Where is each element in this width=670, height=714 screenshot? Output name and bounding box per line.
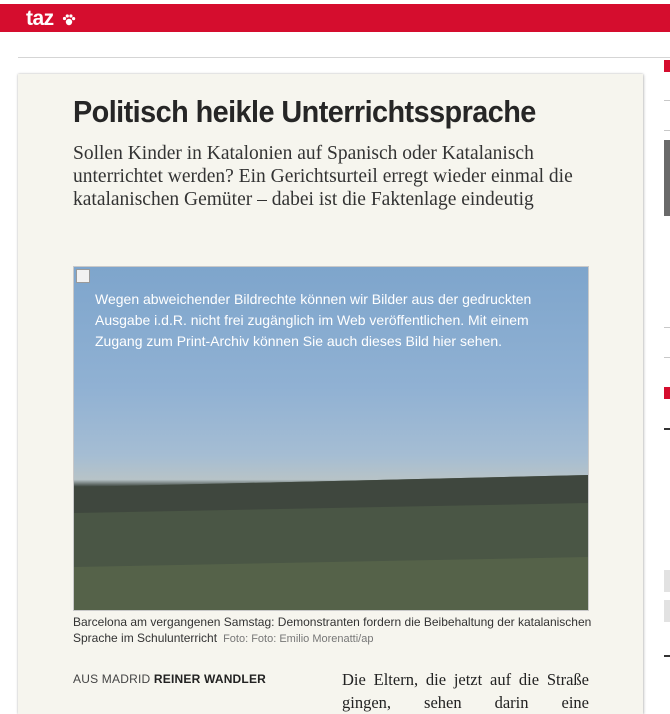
taz-logo[interactable]: taz bbox=[26, 7, 54, 30]
sidebar-accent bbox=[664, 60, 670, 72]
sidebar-divider bbox=[664, 357, 670, 358]
paw-icon[interactable] bbox=[62, 14, 76, 26]
article-teaser: Sollen Kinder in Katalonien auf Spanisch oder Katalanisch unterrichtet werden? Ein Gerichtsurteil erregt wieder einmal die katalanischen Gemüter – dabei ist die Faktenlage eindeutig bbox=[73, 143, 573, 210]
byline-author[interactable]: REINER WANDLER bbox=[153, 672, 267, 686]
broken-image-icon bbox=[76, 269, 90, 283]
image-rights-notice: Wegen abweichender Bildrechte können wir Bilder aus der gedruckten Ausgabe i.d.R. nicht frei zugänglich im Web veröffentlichen. Mit einem Zugang zum Print-Archiv können Sie auch dieses Bild hier sehen. bbox=[95, 291, 532, 349]
photo-credit: Foto: Foto: Emilio Morenatti/ap bbox=[223, 633, 374, 645]
image-caption bbox=[73, 614, 593, 647]
sidebar-mark bbox=[664, 655, 670, 657]
byline-location: AUS MADRID bbox=[73, 672, 151, 686]
article-image[interactable] bbox=[73, 266, 589, 611]
article-byline bbox=[73, 672, 266, 686]
top-bar bbox=[0, 4, 670, 32]
article-body: Die Eltern, die jetzt auf die Straße gingen, sehen darin eine bbox=[342, 670, 589, 712]
article-headline: Politisch heikle Unterrichtssprache bbox=[73, 94, 536, 129]
sidebar-mark bbox=[664, 428, 670, 430]
sidebar-divider bbox=[664, 130, 670, 131]
sidebar-accent bbox=[664, 387, 670, 399]
sidebar-divider bbox=[664, 100, 670, 101]
article-card bbox=[18, 74, 643, 714]
header-divider bbox=[18, 57, 670, 58]
sidebar-block bbox=[664, 570, 670, 592]
sidebar-block bbox=[664, 600, 670, 622]
sidebar-divider bbox=[664, 327, 670, 328]
caption-text: Barcelona am vergangenen Samstag: Demonstranten fordern die Beibehaltung der katalanischen Sprache im Schulunterricht bbox=[73, 615, 592, 645]
sidebar-thumbnail[interactable] bbox=[664, 140, 670, 216]
